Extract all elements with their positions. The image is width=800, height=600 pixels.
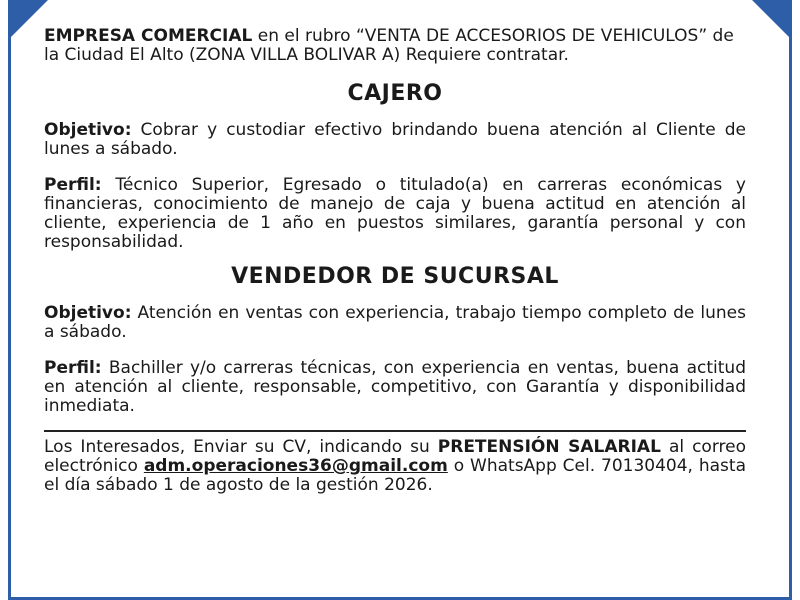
profile-text: Bachiller y/o carreras técnicas, con experiencia en ventas, buena actitud en atención al cliente, responsable, competitivo, con Garantía y disponibilidad inmediata. <box>44 358 746 416</box>
objective-text: Atención en ventas con experiencia, trabajo tiempo completo de lunes a sábado. <box>44 303 746 342</box>
cajero-profile <box>44 176 746 252</box>
profile-text: Técnico Superior, Egresado o titulado(a) en carreras económicas y financieras, conocimiento de manejo de caja y buena actitud en atención al cliente, experiencia de 1 año en puestos similares, garantía personal y con responsabilidad. <box>44 175 746 252</box>
intro-paragraph <box>44 27 746 65</box>
footer-text-3: o WhatsApp Cel. 70130404, hasta el día sábado 1 de agosto de la gestión 2026. <box>44 456 746 495</box>
objective-text: Cobrar y custodiar efectivo brindando buena atención al Cliente de lunes a sábado. <box>44 120 746 159</box>
salary-label: PRETENSIÓN SALARIAL <box>437 437 661 457</box>
job-ad-content <box>44 27 746 495</box>
email-link[interactable]: adm.operaciones36@gmail.com <box>143 456 448 476</box>
divider <box>44 430 746 432</box>
vendedor-profile <box>44 359 746 416</box>
footer-text-2: al correo electrónico <box>44 437 746 476</box>
corner-decoration-right <box>752 0 792 40</box>
cajero-objective <box>44 121 746 159</box>
objective-label: Objetivo: <box>44 303 132 323</box>
footer-text-1: Los Interesados, Enviar su CV, indicando su <box>44 437 438 457</box>
intro-text: en el rubro “VENTA DE ACCESORIOS DE VEHICULOS” de la Ciudad El Alto (ZONA VILLA BOLIVAR A) Requiere contratar. <box>44 26 734 65</box>
profile-label: Perfil: <box>44 358 102 378</box>
job-title-cajero: CAJERO <box>347 81 443 106</box>
application-instructions <box>44 438 746 495</box>
vendedor-objective <box>44 304 746 342</box>
corner-decoration-left <box>8 0 48 40</box>
company-name: EMPRESA COMERCIAL <box>44 26 253 46</box>
job-title-vendedor: VENDEDOR DE SUCURSAL <box>231 264 559 289</box>
profile-label: Perfil: <box>44 175 102 195</box>
objective-label: Objetivo: <box>44 120 132 140</box>
